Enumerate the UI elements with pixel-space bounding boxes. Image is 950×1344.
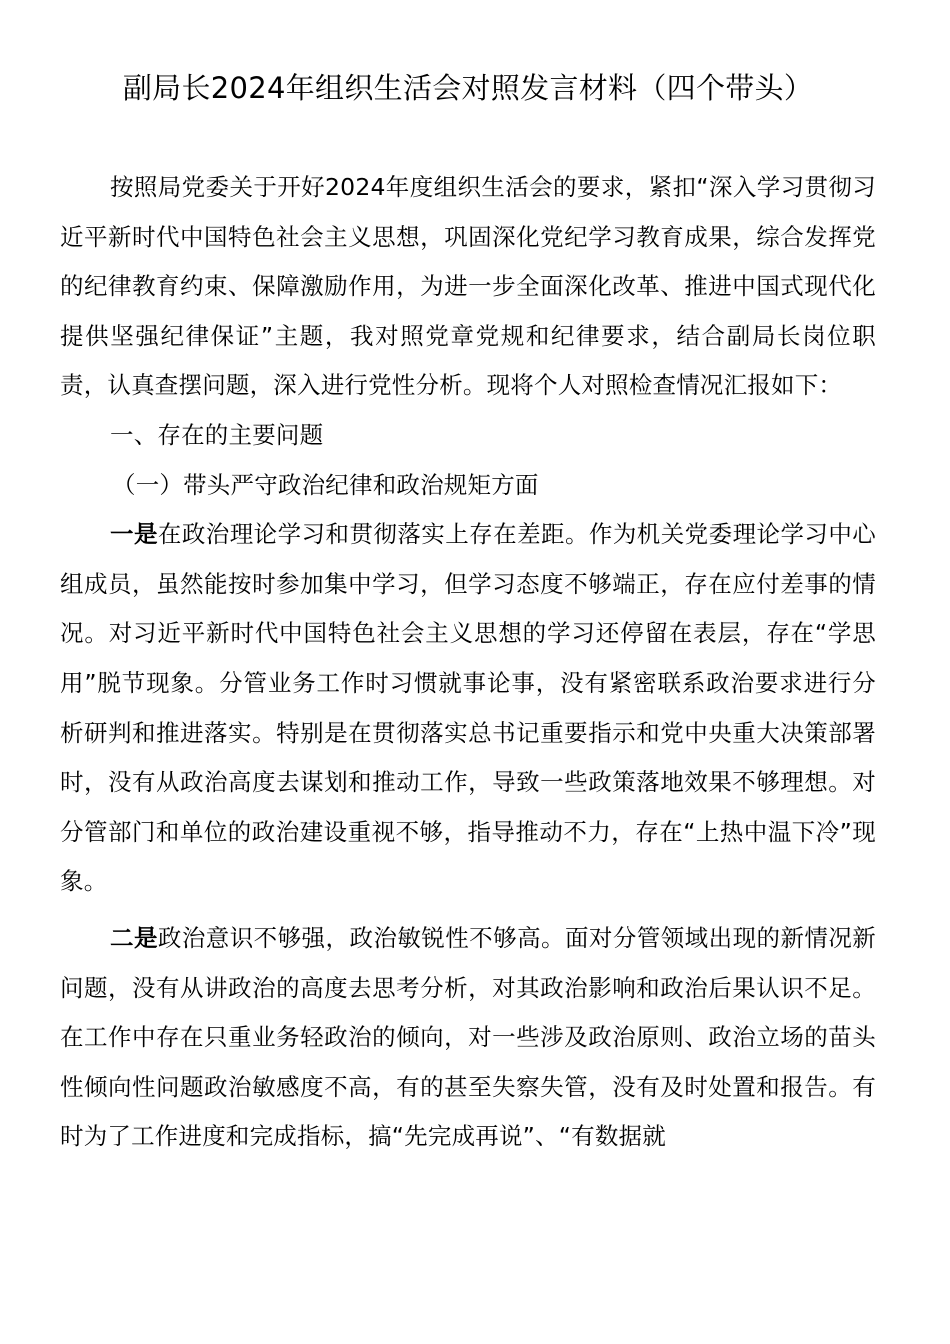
problem-paragraph-2: [60, 914, 876, 1162]
document-body: [60, 163, 876, 1162]
intro-paragraph: 按照局党委关于开好2024年度组织生活会的要求，紧扣“深入学习贯彻习近平新时代中国特色社会主义思想，巩固深化党纪学习教育成果，综合发挥党的纪律教育约束、保障激励作用，为进一步全面深化改革、推进中国式现代化提供坚强纪律保证”主题，我对照党章党规和纪律要求，结合副局长岗位职责，认真查摆问题，深入进行党性分析。现将个人对照检查情况汇报如下：: [60, 173, 876, 400]
document-title: 副局长2024年组织生活会对照发言材料（四个带头）: [122, 71, 814, 105]
problem-paragraph-1: [60, 510, 876, 907]
section-heading: 一、存在的主要问题: [110, 420, 324, 449]
paragraph-text: 在政治理论学习和贯彻落实上存在差距。作为机关党委理论学习中心组成员，虽然能按时参加集中学习，但学习态度不够端正，存在应付差事的情况。对习近平新时代中国特色社会主义思想的学习还停留在表层，存在“学思用”脱节现象。分管业务工作时习惯就事论事，没有紧密联系政治要求进行分析研判和推进落实。特别是在贯彻落实总书记重要指示和党中央重大决策部署时，没有从政治高度去谋划和推动工作，导致一些政策落地效果不够理想。对分管部门和单位的政治建设重视不够，指导推动不力，存在“上热中温下冷”现象。: [60, 520, 876, 896]
paragraph-lead: 一是: [110, 520, 158, 549]
paragraph-lead: 二是: [110, 923, 158, 952]
paragraph-text: 政治意识不够强，政治敏锐性不够高。面对分管领域出现的新情况新问题，没有从讲政治的高度去思考分析，对其政治影响和政治后果认识不足。在工作中存在只重业务轻政治的倾向，对一些涉及政治原则、政治立场的苗头性倾向性问题政治敏感度不高，有的甚至失察失管，没有及时处置和报告。有时为了工作进度和完成指标，搞“先完成再说”、“有数据就: [60, 923, 876, 1151]
subsection-heading: （一）带头严守政治纪律和政治规矩方面: [112, 470, 539, 499]
